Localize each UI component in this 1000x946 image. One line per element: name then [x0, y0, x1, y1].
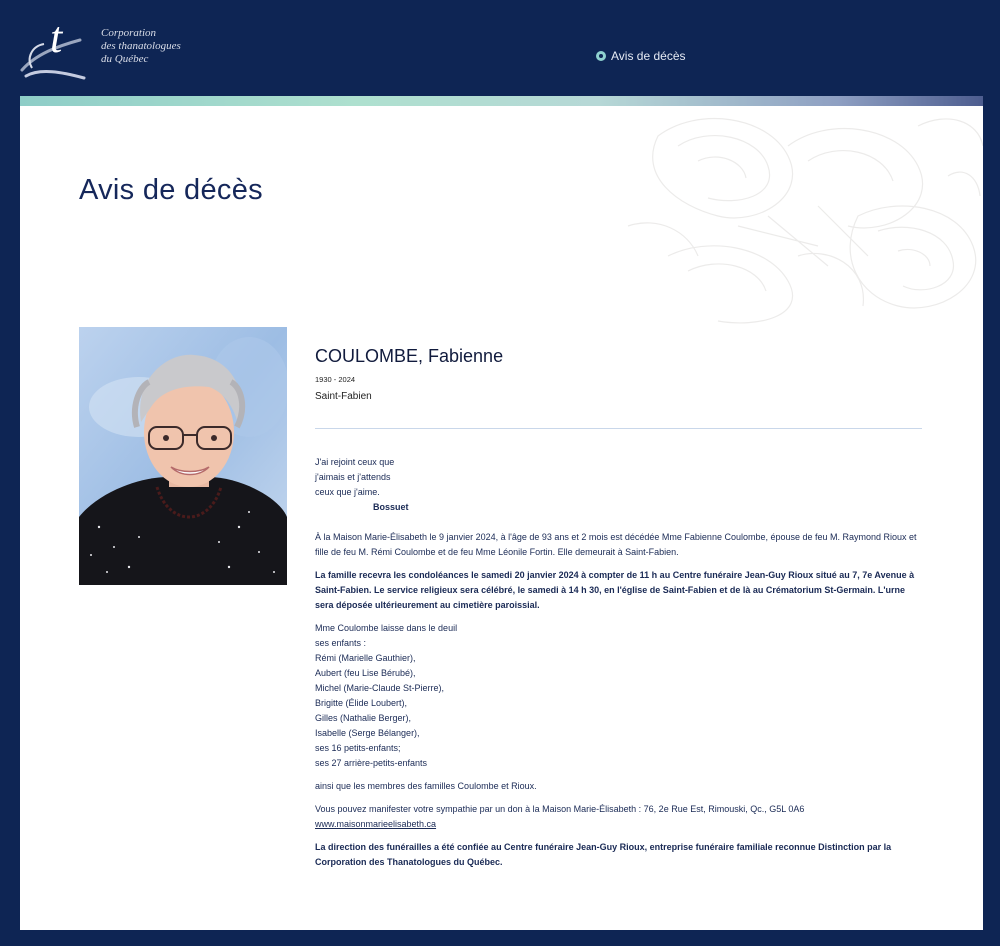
residence-place: Saint-Fabien — [315, 391, 372, 402]
nav-bullet-icon — [596, 51, 606, 61]
site-logo[interactable] — [18, 10, 188, 82]
nav-avis-de-deces[interactable] — [596, 49, 686, 63]
site-header — [0, 0, 1000, 96]
divider — [315, 428, 922, 429]
quote-line: J'ai rejoint ceux que — [315, 457, 395, 467]
donation-link[interactable]: www.maisonmarieelisabeth.ca — [315, 819, 437, 829]
floral-decoration-icon — [618, 106, 983, 328]
list-item: Brigitte (Élide Loubert), — [315, 698, 408, 708]
list-item: Michel (Marie-Claude St-Pierre), — [315, 683, 445, 693]
quote-block — [315, 455, 925, 515]
list-item: Rémi (Marielle Gauthier), — [315, 653, 416, 663]
accent-gradient-bar — [20, 96, 983, 106]
life-years: 1930 - 2024 — [315, 375, 356, 384]
list-item: Gilles (Nathalie Berger), — [315, 713, 412, 723]
list-item: Aubert (feu Lise Bérubé), — [315, 668, 416, 678]
condolences-paragraph: La famille recevra les condoléances le samedi 20 janvier 2024 à compter de 11 h au Centre funéraire Jean-Guy Rioux situé au 7, 7e Avenue à Saint-Fabien. Le service religieux sera célébré, le samedi à 14 h 30, en l'église de Saint-Fabien et de là au Crématorium St-Germain. L'urne sera déposée ultérieurement au cimetière paroissial. — [315, 570, 915, 610]
obituary-details — [315, 346, 925, 870]
family-paragraph: ainsi que les membres des familles Coulombe et Rioux. — [315, 781, 537, 791]
nav-avis-label: Avis de décès — [611, 49, 686, 63]
list-item: Isabelle (Serge Bélanger), — [315, 728, 420, 738]
quote-line: ceux que j'aime. — [315, 487, 380, 497]
quote-line: j'aimais et j'attends — [315, 472, 391, 482]
list-item: ses 27 arrière-petits-enfants — [315, 758, 428, 768]
quote-author: Bossuet — [373, 502, 409, 512]
logo-line-1: Corporation — [101, 27, 157, 39]
logo-text — [101, 27, 181, 66]
donation-text: Vous pouvez manifester votre sympathie par un don à la Maison Marie-Élisabeth : 76, 2e Rue Est, Rimouski, Qc., G5L 0A6 — [315, 804, 805, 814]
deceased-name: COULOMBE, Fabienne — [315, 346, 504, 366]
deceased-photo — [79, 327, 287, 585]
intro-paragraph: À la Maison Marie-Élisabeth le 9 janvier 2024, à l'âge de 93 ans et 2 mois est décédée Mme Fabienne Coulombe, épouse de feu M. Raymond Rioux et fille de feu M. Rémi Coulombe et de feu Mme Léonile Fortin. Elle demeurait à Saint-Fabien. — [315, 532, 917, 557]
list-item: ses enfants : — [315, 638, 367, 648]
logo-mark-icon — [18, 10, 88, 82]
list-item: ses 16 petits-enfants; — [315, 743, 401, 753]
page-title: Avis de décès — [79, 174, 263, 206]
survivors-list — [315, 621, 925, 771]
main-content — [20, 106, 983, 930]
logo-line-3: du Québec — [101, 53, 149, 65]
direction-paragraph: La direction des funérailles a été confiée au Centre funéraire Jean-Guy Rioux, entreprise funéraire familiale reconnue Distinction par la Corporation des Thanatologues du Québec. — [315, 842, 892, 867]
donation-paragraph — [315, 802, 925, 832]
list-item: Mme Coulombe laisse dans le deuil — [315, 623, 458, 633]
svg-text:t: t — [50, 13, 63, 62]
logo-line-2: des thanatologues — [101, 40, 181, 52]
